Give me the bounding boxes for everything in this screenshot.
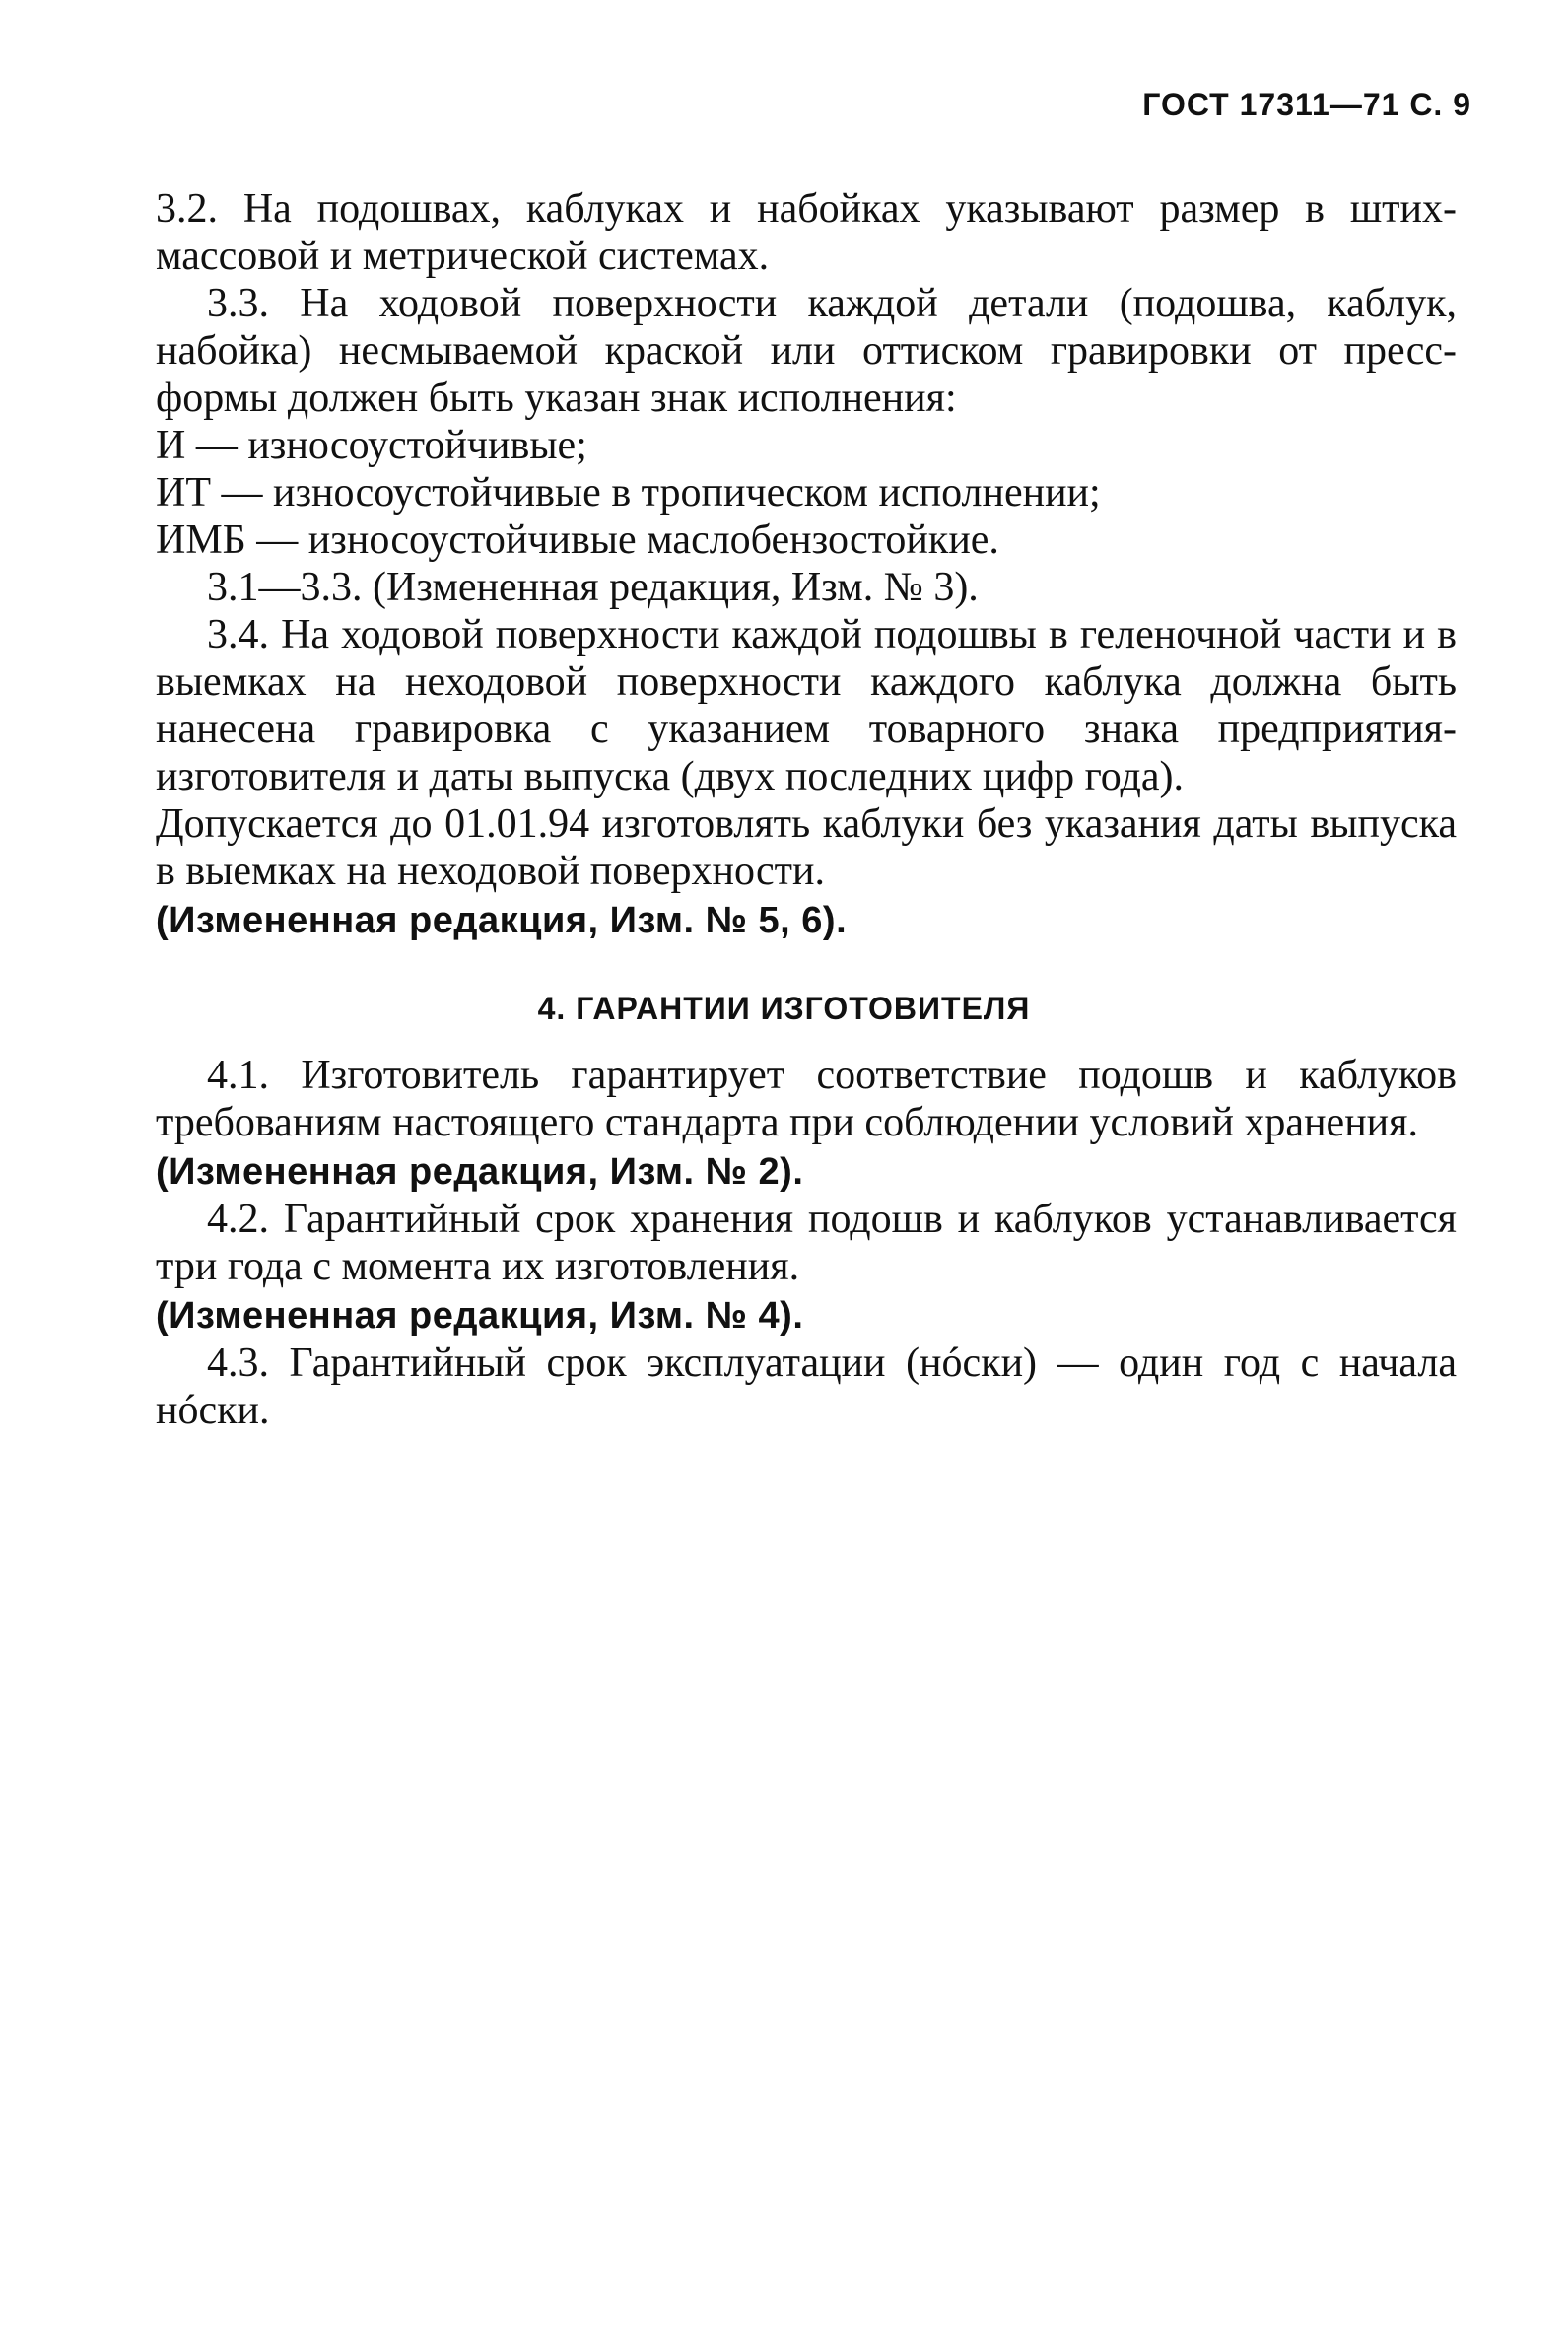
paragraph-3-2-text: 3.2. На подошвах, каблуках и набойках указывают размер в штих-массовой и метрической системах.	[156, 186, 1457, 279]
paragraph-4-1-text: 4.1. Изготовитель гарантирует соответствие подошв и каблуков требованиям настоящего стандарта при соблюдении условий хранения.	[156, 1053, 1457, 1145]
amendment-3-4-text: (Измененная редакция, Изм. № 5, 6).	[156, 900, 848, 941]
list-item-it	[156, 469, 1457, 516]
list-item-imb	[156, 516, 1457, 564]
paragraph-4-1	[156, 1052, 1457, 1146]
paragraph-3-4-text: 3.4. На ходовой поверхности каждой подошвы в геленочной части и в выемках на неходовой поверхности каждого каблука должна быть нанесена гравировка с указанием товарного знака предприятия-изготовителя и даты выпуска (двух последних цифр года).	[156, 612, 1457, 799]
amendment-3-4	[156, 897, 1457, 944]
section-4-body	[156, 1052, 1457, 1434]
paragraph-3-3-text: 3.3. На ходовой поверхности каждой детали (подошва, каблук, набойка) несмываемой краской или оттиском гравировки от пресс-формы должен быть указан знак исполнения:	[156, 281, 1457, 421]
paragraph-4-2	[156, 1196, 1457, 1290]
paragraph-4-3-text: 4.3. Гарантийный срок эксплуатации (нóски) — один год с начала нóски.	[156, 1341, 1457, 1433]
paragraph-3-4-note	[156, 800, 1457, 895]
list-item-it-text: ИТ — износоустойчивые в тропическом исполнении;	[156, 470, 1101, 516]
amendment-3-1-3-3-text: 3.1—3.3. (Измененная редакция, Изм. № 3).	[207, 565, 979, 610]
page-header: ГОСТ 17311—71 С. 9	[1142, 87, 1471, 122]
list-item-i	[156, 422, 1457, 469]
amendment-4-1-text: (Измененная редакция, Изм. № 2).	[156, 1151, 804, 1193]
paragraph-3-3	[156, 280, 1457, 422]
paragraph-3-4-note-text: Допускается до 01.01.94 изготовлять каблуки без указания даты выпуска в выемках на неходовой поверхности.	[156, 801, 1457, 894]
paragraph-4-2-text: 4.2. Гарантийный срок хранения подошв и каблуков устанавливается три года с момента их изготовления.	[156, 1197, 1457, 1289]
amendment-4-1	[156, 1148, 1457, 1196]
section-3-body	[156, 185, 1457, 944]
list-item-imb-text: ИМБ — износоустойчивые маслобензостойкие.	[156, 517, 999, 563]
amendment-3-1-3-3	[156, 564, 1457, 611]
amendment-4-2-text: (Измененная редакция, Изм. № 4).	[156, 1295, 804, 1337]
paragraph-3-4	[156, 611, 1457, 800]
paragraph-3-2	[156, 185, 1457, 280]
paragraph-4-3	[156, 1340, 1457, 1434]
amendment-4-2	[156, 1292, 1457, 1340]
list-item-i-text: И — износоустойчивые;	[156, 423, 587, 468]
section-4-title: 4. ГАРАНТИИ ИЗГОТОВИТЕЛЯ	[537, 991, 1031, 1026]
